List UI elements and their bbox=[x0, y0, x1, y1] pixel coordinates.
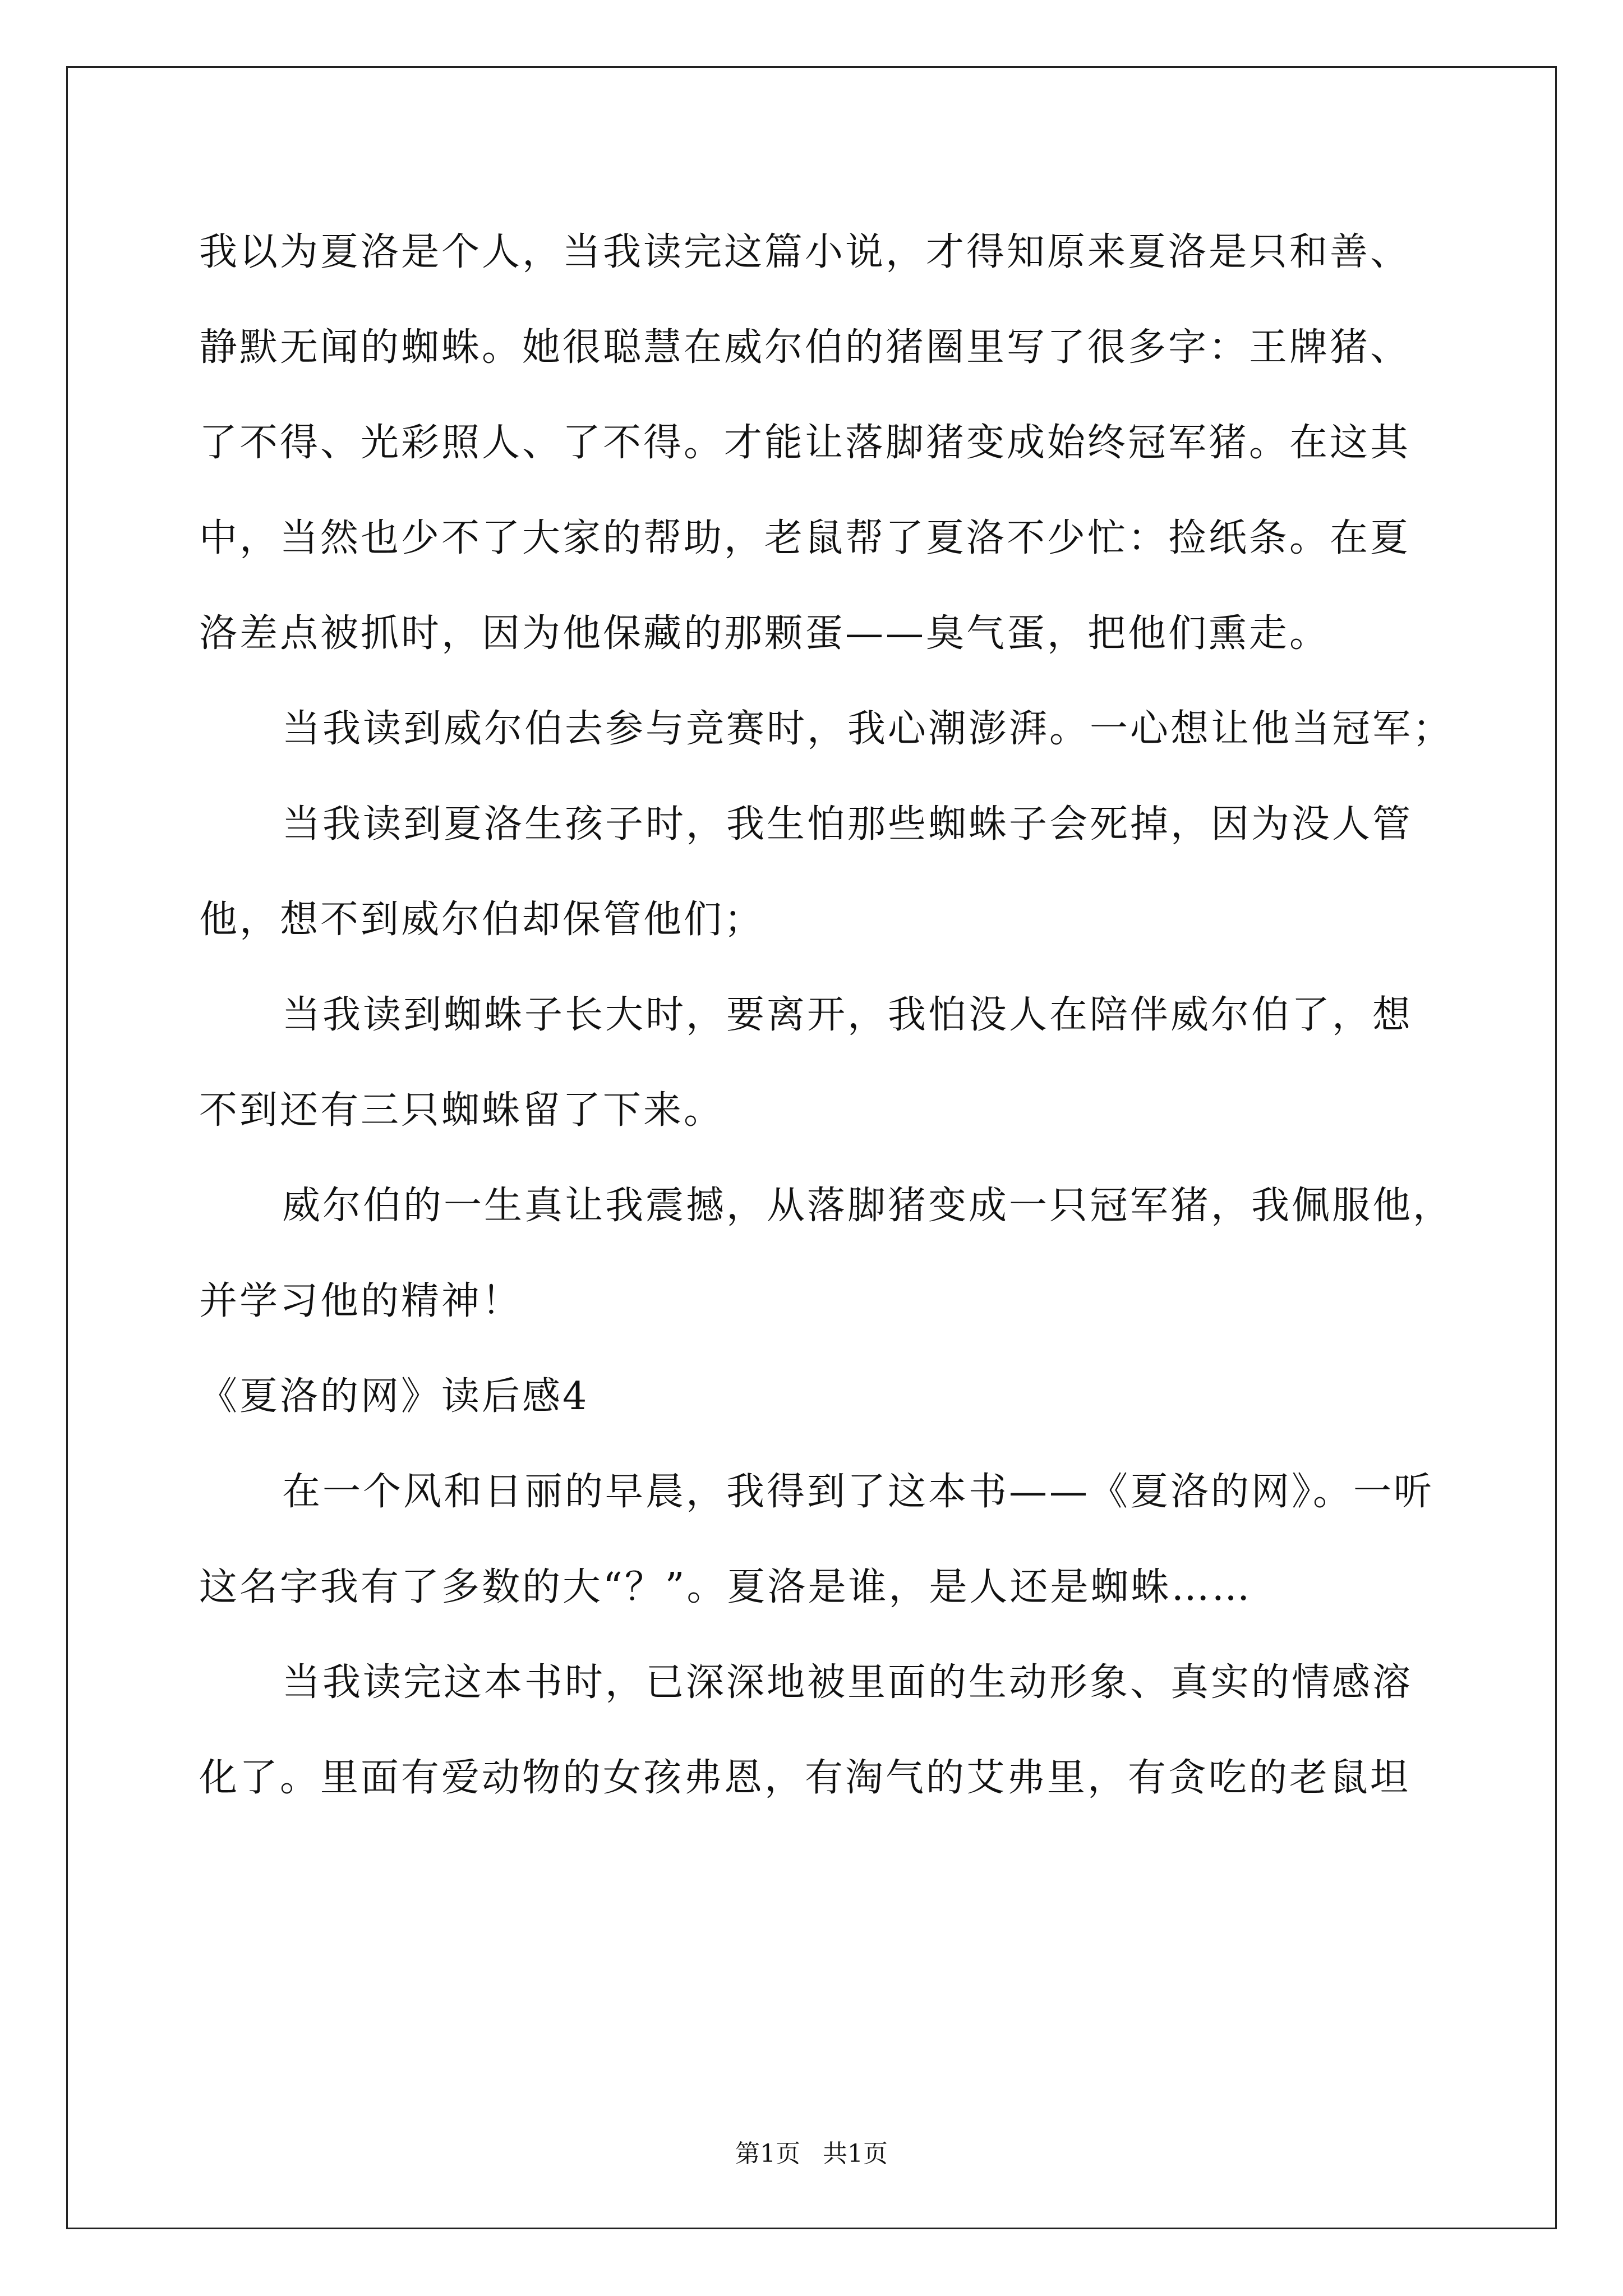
text-line: 化了。里面有爱动物的女孩弗恩，有淘气的艾弗里，有贪吃的老鼠坦 bbox=[199, 1756, 1411, 1800]
text-line: 这名字我有了多数的大“？”。夏洛是谁，是人还是蜘蛛…… bbox=[199, 1565, 1252, 1609]
page-border bbox=[66, 66, 1557, 2229]
paragraph-start-line: 当我读到蜘蛛子长大时，要离开，我怕没人在陪伴威尔伯了，想 bbox=[282, 993, 1413, 1037]
page-number: 第1页 bbox=[735, 2139, 800, 2168]
total-pages: 共1页 bbox=[823, 2139, 888, 2168]
page-footer bbox=[0, 2137, 1623, 2171]
text-line: 他，想不到威尔伯却保管他们； bbox=[199, 898, 765, 942]
paragraph-start-line: 在一个风和日丽的早晨，我得到了这本书——《夏洛的网》。一听 bbox=[282, 1470, 1435, 1514]
paragraph-start-line: 当我读到威尔伯去参与竞赛时，我心潮澎湃。一心想让他当冠军； bbox=[282, 707, 1454, 751]
paragraph-start-line: 当我读完这本书时，已深深地被里面的生动形象、真实的情感溶 bbox=[282, 1660, 1413, 1705]
text-line: 了不得、光彩照人、了不得。才能让落脚猪变成始终冠军猪。在这其 bbox=[199, 421, 1411, 465]
text-line: 我以为夏洛是个人，当我读完这篇小说，才得知原来夏洛是只和善、 bbox=[199, 230, 1411, 274]
text-line: 中，当然也少不了大家的帮助，老鼠帮了夏洛不少忙：捡纸条。在夏 bbox=[199, 516, 1411, 560]
paragraph-start-line: 威尔伯的一生真让我震撼，从落脚猪变成一只冠军猪，我佩服他， bbox=[282, 1184, 1454, 1228]
text-line: 洛差点被抓时，因为他保藏的那颗蛋——臭气蛋，把他们熏走。 bbox=[199, 611, 1330, 656]
text-line: 并学习他的精神！ bbox=[199, 1279, 523, 1323]
paragraph-start-line: 当我读到夏洛生孩子时，我生怕那些蜘蛛子会死掉，因为没人管 bbox=[282, 802, 1413, 846]
section-heading: 《夏洛的网》读后感4 bbox=[199, 1374, 589, 1419]
text-line: 不到还有三只蜘蛛留了下来。 bbox=[199, 1088, 725, 1133]
text-line: 静默无闻的蜘蛛。她很聪慧在威尔伯的猪圈里写了很多字：王牌猪、 bbox=[199, 325, 1411, 370]
